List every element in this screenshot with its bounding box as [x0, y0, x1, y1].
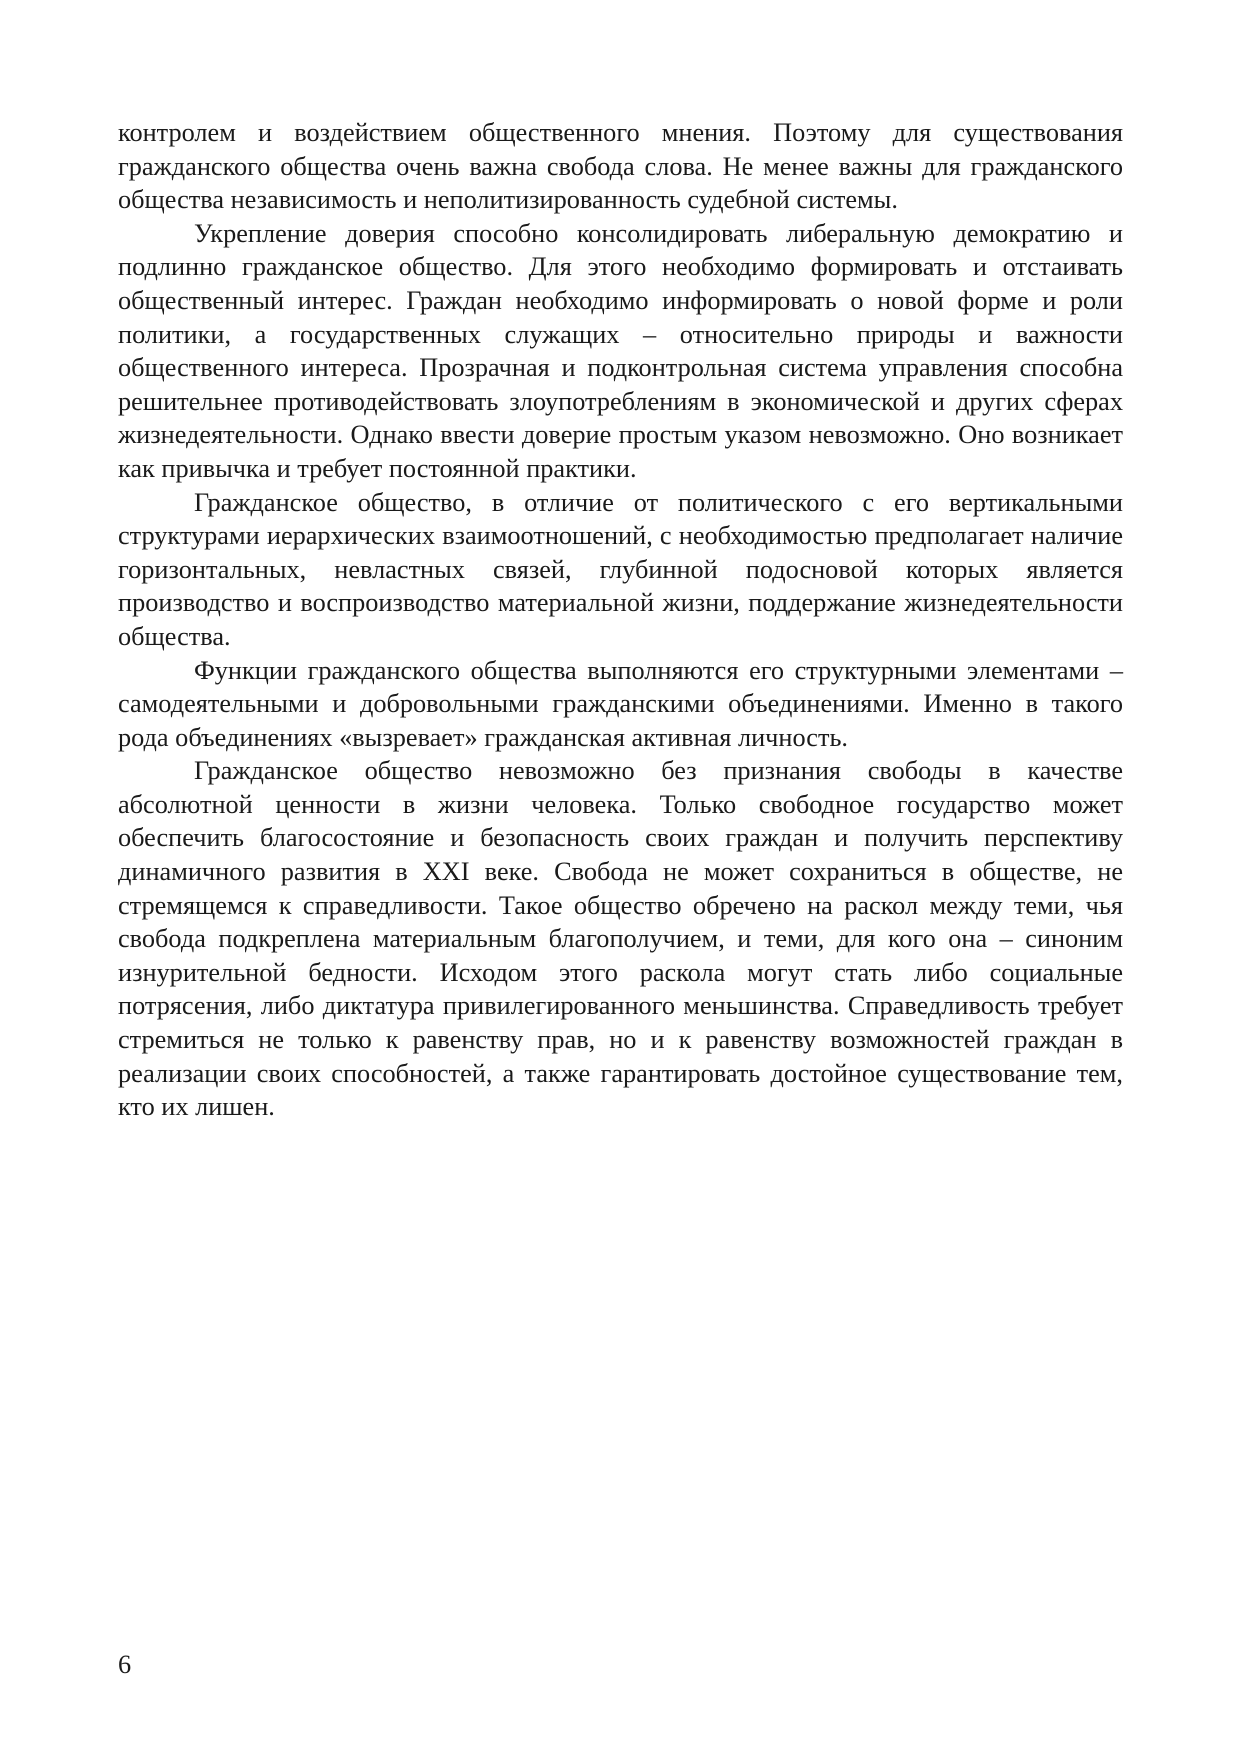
paragraph-trust: Укрепление доверия способно консолидировать либеральную демократию и подлинно гражданское общество. Для этого необходимо формировать и отстаивать общественный интерес. Граждан необходимо информировать о новой форме и роли политики, а государственных служащих – относительно природы и важности общественного интереса. Прозрачная и подконтрольная система управления способна решительнее противодействовать злоупотреблениям в экономической и других сферах жизнедеятельности. Однако ввести доверие простым указом невозможно. Оно возникает как привычка и требует постоянной практики. — [118, 218, 1123, 483]
body-text — [118, 116, 1123, 1124]
paragraph-functions: Функции гражданского общества выполняются его структурными элементами – самодеятельными и добровольными гражданскими объединениями. Именно в такого рода объединениях «вызревает» гражданская активная личность. — [118, 655, 1123, 752]
paragraph-freedom-justice: Гражданское общество невозможно без признания свободы в качестве абсолютной ценности в жизни человека. Только свободное государство может обеспечить благосостояние и безопасность своих граждан и получить перспективу динамичного развития в XXI веке. Свобода не может сохраниться в обществе, не стремящемся к справедливости. Такое общество обречено на раскол между теми, чья свобода подкреплена материальным благополучием, и теми, для кого она – синоним изнурительной бедности. Исходом этого раскола могут стать либо социальные потрясения, либо диктатура привилегированного меньшинства. Справедливость требует стремиться не только к равенству прав, но и к равенству возможностей граждан в реализации своих способностей, а также гарантировать достойное существование тем, кто их лишен. — [118, 756, 1123, 1122]
page-number: 6 — [118, 1650, 132, 1679]
paragraph-horizontal-ties: Гражданское общество, в отличие от политического с его вертикальными структурами иерархических взаимоотношений, с необходимостью предполагает наличие горизонтальных, невластных связей, глубинной подосновой которых является производство и воспроизводство материальной жизни, поддержание жизнедеятельности общества. — [118, 487, 1123, 651]
paragraph-continuation: контролем и воздействием общественного мнения. Поэтому для существования гражданского общества очень важна свобода слова. Не менее важны для гражданского общества независимость и неполитизированность судебной системы. — [118, 118, 1123, 215]
